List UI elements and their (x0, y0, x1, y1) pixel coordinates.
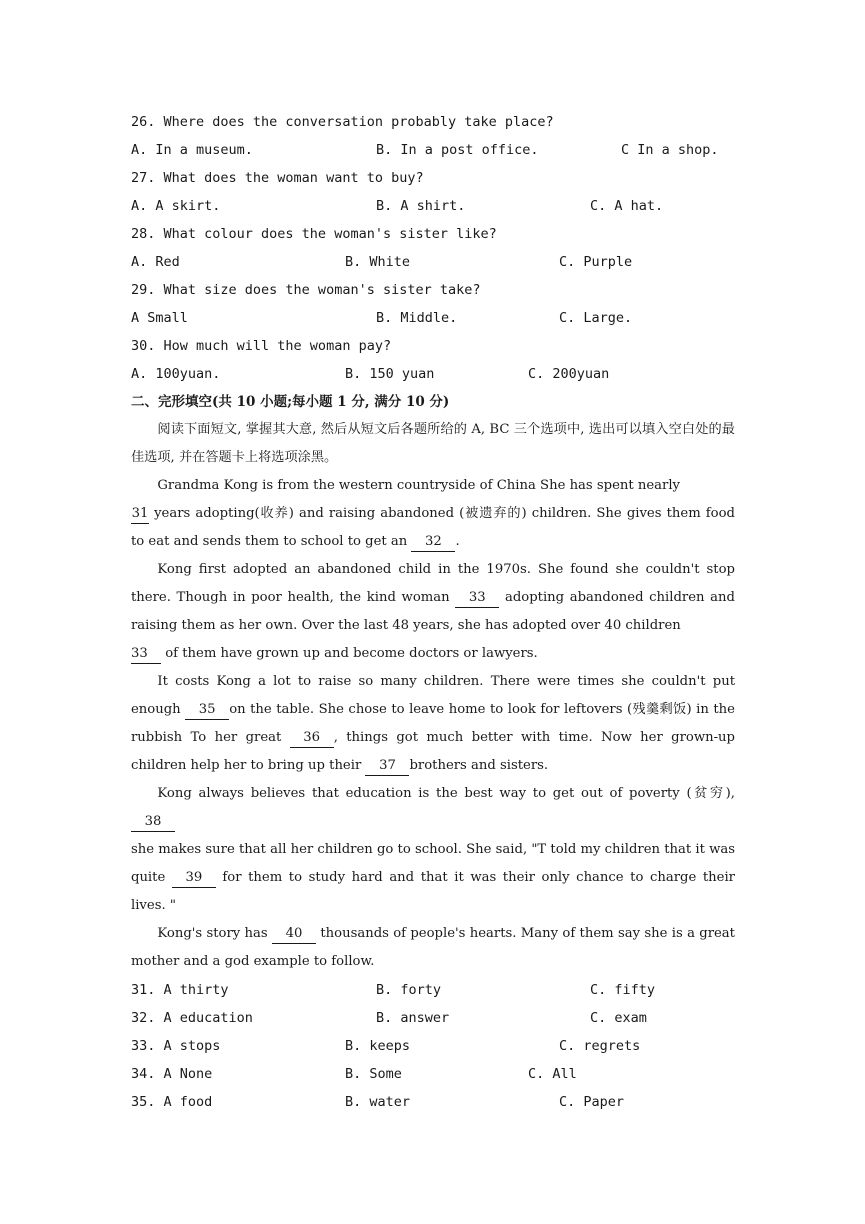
option-c: C. fifty (590, 982, 656, 998)
option-a: A. Red (131, 254, 180, 270)
options-30 (131, 360, 735, 388)
option-b: B. In a post office. (376, 142, 539, 158)
option-b: B. keeps (345, 1038, 411, 1054)
section-instructions: 阅读下面短文, 掌握其大意, 然后从短文后各题所给的 A, BC 三个选项中, 选出可以填入空白处的最佳选项, 并在答题卡上将选项涂黑。 (131, 422, 735, 465)
passage-paragraph-6 (131, 920, 735, 976)
passage-text: for them to study hard and that it was their only chance to charge their lives. " (131, 870, 735, 913)
blank-34: 33 (131, 645, 161, 664)
question-30: 30. How much will the woman pay? (131, 338, 392, 354)
option-a: 34. A None (131, 1066, 213, 1082)
cloze-options-33 (131, 1032, 735, 1060)
option-a: 35. A food (131, 1094, 213, 1110)
option-c: C. A hat. (590, 198, 664, 214)
option-b: B. White (345, 254, 411, 270)
option-c: C. Purple (559, 254, 633, 270)
passage-text: It costs Kong a lot to raise so many children. There were times she couldn't put enough (131, 674, 735, 717)
passage-text: years adopting(收养) and raising abandoned (被遗弃的) children. She gives them food to eat and sends them to school to get an (131, 506, 735, 549)
blank-38: 38 (131, 813, 175, 832)
option-a: A. In a museum. (131, 142, 253, 158)
passage-paragraph-1 (131, 472, 735, 556)
blank-35: 35 (185, 701, 229, 720)
option-a: 32. A education (131, 1010, 253, 1026)
option-c: C. All (528, 1066, 577, 1082)
option-a: 33. A stops (131, 1038, 221, 1054)
passage-text: thousands of people's hearts. Many of them say she is a great mother and a god example to follow. (131, 926, 735, 969)
cloze-options-32 (131, 1004, 735, 1032)
exam-page (131, 108, 735, 1116)
option-c: C. exam (590, 1010, 647, 1026)
cloze-options-35 (131, 1088, 735, 1116)
option-a: A Small (131, 310, 188, 326)
passage-paragraph-5 (131, 836, 735, 920)
passage-paragraph-3 (131, 668, 735, 780)
question-27: 27. What does the woman want to buy? (131, 170, 424, 186)
section-heading: 二、完形填空(共 10 小题;每小题 1 分, 满分 10 分) (131, 394, 450, 410)
option-b: B. answer (376, 1010, 450, 1026)
blank-40: 40 (272, 925, 316, 944)
question-29: 29. What size does the woman's sister take? (131, 282, 481, 298)
blank-33: 33 (455, 589, 499, 608)
passage-text: Kong first adopted an abandoned child in the 1970s. She found she couldn't stop there. Though in poor health, the kind woman (131, 562, 735, 605)
option-b: B. 150 yuan (345, 366, 435, 382)
passage-text: Grandma Kong is from the western countryside of China She has spent nearly (157, 478, 681, 493)
passage-text: brothers and sisters. (409, 758, 549, 773)
passage-text: she makes sure that all her children go to school. She said, "T told my children that it was quite (131, 842, 735, 885)
options-27 (131, 192, 735, 220)
blank-37: 37 (365, 757, 409, 776)
cloze-options-34 (131, 1060, 735, 1088)
cloze-options-31 (131, 976, 735, 1004)
option-c: C. 200yuan (528, 366, 610, 382)
option-a: A. A skirt. (131, 198, 221, 214)
passage-text: Kong always believes that education is the best way to get out of poverty (贫穷), (157, 786, 735, 801)
blank-31: 31 (131, 505, 149, 524)
question-28: 28. What colour does the woman's sister like? (131, 226, 497, 242)
passage-paragraph-2 (131, 556, 735, 668)
question-26: 26. Where does the conversation probably take place? (131, 114, 554, 130)
blank-39: 39 (172, 869, 216, 888)
option-c: C. Paper (559, 1094, 625, 1110)
options-28 (131, 248, 735, 276)
option-b: B. water (345, 1094, 411, 1110)
blank-32: 32 (411, 533, 455, 552)
passage-text: adopting abandoned children and raising them as her own. Over the last 48 years, she has adopted over 40 children (131, 590, 735, 633)
passage-text: of them have grown up and become doctors or lawyers. (165, 646, 538, 661)
option-b: B. forty (376, 982, 442, 998)
passage-text: , things got much better with time. Now her grown-up children help her to bring up their (131, 730, 735, 773)
option-b: B. A shirt. (376, 198, 466, 214)
option-a: 31. A thirty (131, 982, 229, 998)
option-a: A. 100yuan. (131, 366, 221, 382)
options-29 (131, 304, 735, 332)
options-26 (131, 136, 735, 164)
option-c: C In a shop. (621, 142, 719, 158)
option-c: C. regrets (559, 1038, 641, 1054)
option-c: C. Large. (559, 310, 633, 326)
passage-text: on the table. She chose to leave home to look for leftovers (残羹剩饭) in the rubbish To her great (131, 702, 735, 745)
passage-text: Kong's story has (157, 926, 268, 941)
option-b: B. Middle. (376, 310, 458, 326)
passage-text: . (455, 534, 460, 549)
blank-36: 36 (290, 729, 334, 748)
passage-paragraph-4 (131, 780, 735, 836)
option-b: B. Some (345, 1066, 402, 1082)
